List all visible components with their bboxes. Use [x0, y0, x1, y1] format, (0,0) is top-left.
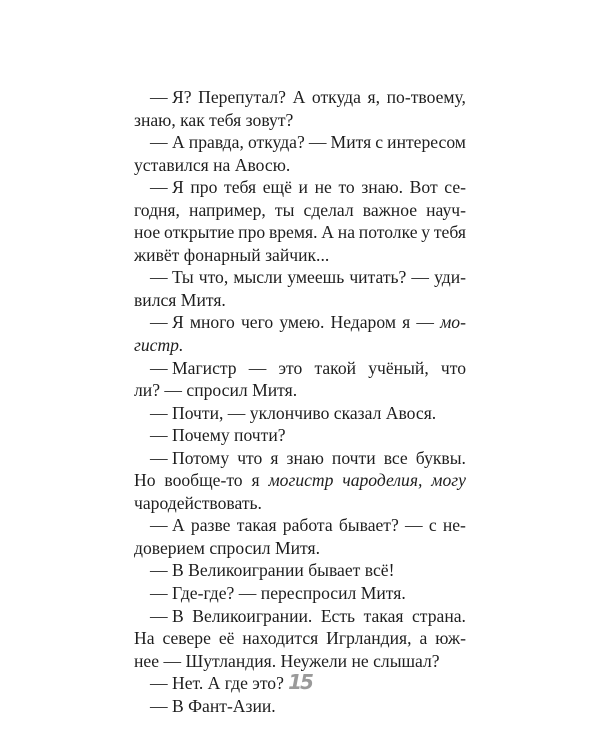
word: что — [440, 357, 466, 378]
text-line — [134, 469, 466, 492]
word: Игрландия, — [326, 628, 412, 649]
text-line — [134, 109, 466, 132]
word: Авосю. — [230, 154, 291, 175]
word: что, — [198, 267, 229, 288]
word: это — [278, 357, 303, 378]
word: Великоигрании. — [192, 605, 313, 626]
word: сделал — [303, 199, 354, 220]
word: работа — [282, 515, 333, 536]
text-line — [134, 199, 466, 222]
text-line — [134, 176, 466, 199]
text-line — [134, 582, 466, 605]
text-line — [134, 492, 466, 515]
word: вообще-то — [164, 470, 243, 491]
word: чароделия, — [342, 470, 423, 491]
word: учёный, — [368, 357, 429, 378]
word: все — [383, 447, 408, 468]
word: могистр — [268, 470, 334, 491]
word: ли? — [134, 380, 161, 401]
word: что — [237, 447, 263, 468]
word: всё! — [360, 560, 395, 581]
word: А — [203, 673, 221, 694]
word: — Я? — [150, 87, 192, 107]
word: откуда — [311, 87, 361, 107]
word: — Потому — [150, 447, 230, 468]
word: читать? — [349, 267, 407, 288]
word: — — [160, 380, 183, 401]
word: — В — [150, 605, 184, 626]
word: слышал? — [368, 650, 440, 671]
word: умею. — [279, 312, 325, 333]
word: бывает — [303, 560, 361, 581]
word: сказал — [329, 402, 382, 423]
text-line — [134, 334, 466, 357]
word: правда, — [188, 132, 244, 153]
word: её — [218, 628, 235, 649]
word: на — [208, 154, 231, 175]
word: с — [375, 132, 384, 153]
word: буквы. — [415, 447, 466, 468]
word: не — [347, 650, 369, 671]
word: Авося. — [381, 402, 437, 423]
word: — А — [150, 515, 185, 536]
word: уклончиво — [245, 402, 330, 423]
word: как — [175, 109, 205, 130]
word: Шутландия. — [181, 650, 277, 671]
text-line — [134, 221, 466, 244]
word: я, — [367, 87, 381, 107]
text-line — [134, 379, 466, 402]
word: — — [223, 402, 246, 423]
word: и — [298, 177, 308, 198]
text-line — [134, 266, 466, 289]
word: такая — [363, 605, 404, 626]
word: се- — [444, 177, 466, 198]
text-line — [134, 650, 466, 673]
word: — — [308, 132, 327, 153]
word: А — [292, 87, 306, 107]
word: такая — [236, 515, 277, 536]
word: уставился — [134, 154, 209, 175]
body-text — [134, 86, 466, 717]
word: а — [419, 628, 428, 649]
text-line — [134, 424, 466, 447]
word: зайчик... — [260, 244, 330, 265]
word: Митя. — [176, 289, 226, 310]
word: умеешь — [287, 267, 345, 288]
word: ещё — [262, 177, 292, 198]
word: открытие — [164, 222, 235, 243]
word: не — [314, 177, 332, 198]
word: я — [270, 447, 279, 468]
word: могу — [431, 470, 466, 491]
word: тебя — [433, 222, 466, 243]
word: Вот — [409, 177, 438, 198]
word: у — [421, 222, 431, 243]
word: Митя. — [270, 537, 320, 558]
page-number: 15 — [288, 670, 312, 694]
word: гистр. — [134, 335, 184, 356]
word: — — [159, 650, 182, 671]
word: — Нет. — [150, 673, 204, 694]
word: спросил — [204, 537, 271, 558]
word: нее — [134, 650, 160, 671]
word: фонарный — [179, 244, 261, 265]
word: то — [338, 177, 355, 198]
word: почти? — [229, 425, 286, 446]
text-line — [134, 537, 466, 560]
word: мысли — [233, 267, 283, 288]
word: — А — [150, 132, 185, 153]
text-line — [134, 357, 466, 380]
word: про — [190, 177, 218, 198]
word: — Ты — [150, 267, 194, 288]
word: разве — [190, 515, 231, 536]
word: — Магистр — [150, 357, 237, 378]
word: знаю. — [361, 177, 404, 198]
word: много — [189, 312, 235, 333]
word: вился — [134, 289, 177, 310]
word: чародействовать. — [134, 492, 262, 513]
word: Митя. — [356, 583, 406, 604]
word: такой — [314, 357, 357, 378]
word: тебя — [224, 177, 257, 198]
word: спросил — [182, 380, 248, 401]
word: — Почти, — [150, 402, 224, 423]
word: чего — [240, 312, 274, 333]
text-line — [134, 86, 466, 109]
word: ное — [134, 222, 161, 243]
text-line — [134, 447, 466, 470]
word: с — [428, 515, 437, 536]
word: годня, — [134, 199, 180, 220]
word: где — [220, 673, 248, 694]
word: на — [337, 222, 356, 243]
word: потолке — [358, 222, 418, 243]
word: — — [411, 267, 430, 288]
word: доверием — [134, 537, 205, 558]
word: страна. — [412, 605, 466, 626]
word: находится — [242, 628, 319, 649]
word: — — [248, 357, 267, 378]
word: — — [234, 583, 257, 604]
word: — — [405, 515, 423, 536]
word: про — [238, 222, 266, 243]
word: тебя — [204, 109, 242, 130]
word: живёт — [134, 244, 180, 265]
word: Митя — [330, 132, 372, 153]
word: А — [321, 222, 334, 243]
word: переспросил — [256, 583, 357, 604]
word: откуда? — [247, 132, 305, 153]
word: уди- — [434, 267, 466, 288]
word: Перепутал? — [198, 87, 286, 107]
word: бывает? — [338, 515, 399, 536]
word: важное — [362, 199, 418, 220]
word: Митя. — [247, 380, 298, 401]
word: На — [134, 628, 155, 649]
text-line — [134, 289, 466, 312]
text-line — [134, 311, 466, 334]
word: это? — [247, 673, 284, 694]
word: — Я — [150, 177, 184, 198]
word: знаю, — [134, 109, 176, 130]
word: не- — [442, 515, 466, 536]
text-line — [134, 244, 466, 267]
word: Фант-Азии. — [183, 695, 276, 716]
word: я — [402, 312, 411, 333]
word: время. — [268, 222, 318, 243]
word: интересом — [387, 132, 466, 153]
text-line — [134, 402, 466, 425]
word: знаю — [286, 447, 324, 468]
word: севере — [162, 628, 211, 649]
word: науч- — [426, 199, 466, 220]
word: — — [416, 312, 434, 333]
text-line — [134, 605, 466, 628]
word: я — [251, 470, 260, 491]
text-line — [134, 514, 466, 537]
word: — В — [150, 560, 184, 581]
text-line — [134, 131, 466, 154]
word: юж- — [435, 628, 466, 649]
word: ты — [274, 199, 295, 220]
word: по-твоему, — [386, 87, 466, 107]
text-line — [134, 559, 466, 582]
word: Есть — [320, 605, 356, 626]
word: почти — [331, 447, 376, 468]
word: — В — [150, 695, 184, 716]
word: — Почему — [150, 425, 230, 446]
word: — Где-где? — [150, 583, 235, 604]
word: Великоигрании — [183, 560, 304, 581]
word: зовут? — [241, 109, 294, 130]
text-line — [134, 695, 466, 718]
text-line — [134, 154, 466, 177]
word: Недаром — [330, 312, 396, 333]
word: мо- — [440, 312, 466, 333]
word: Неужели — [276, 650, 348, 671]
text-line — [134, 627, 466, 650]
word: Но — [134, 470, 156, 491]
word: например, — [189, 199, 266, 220]
word: — Я — [150, 312, 184, 333]
